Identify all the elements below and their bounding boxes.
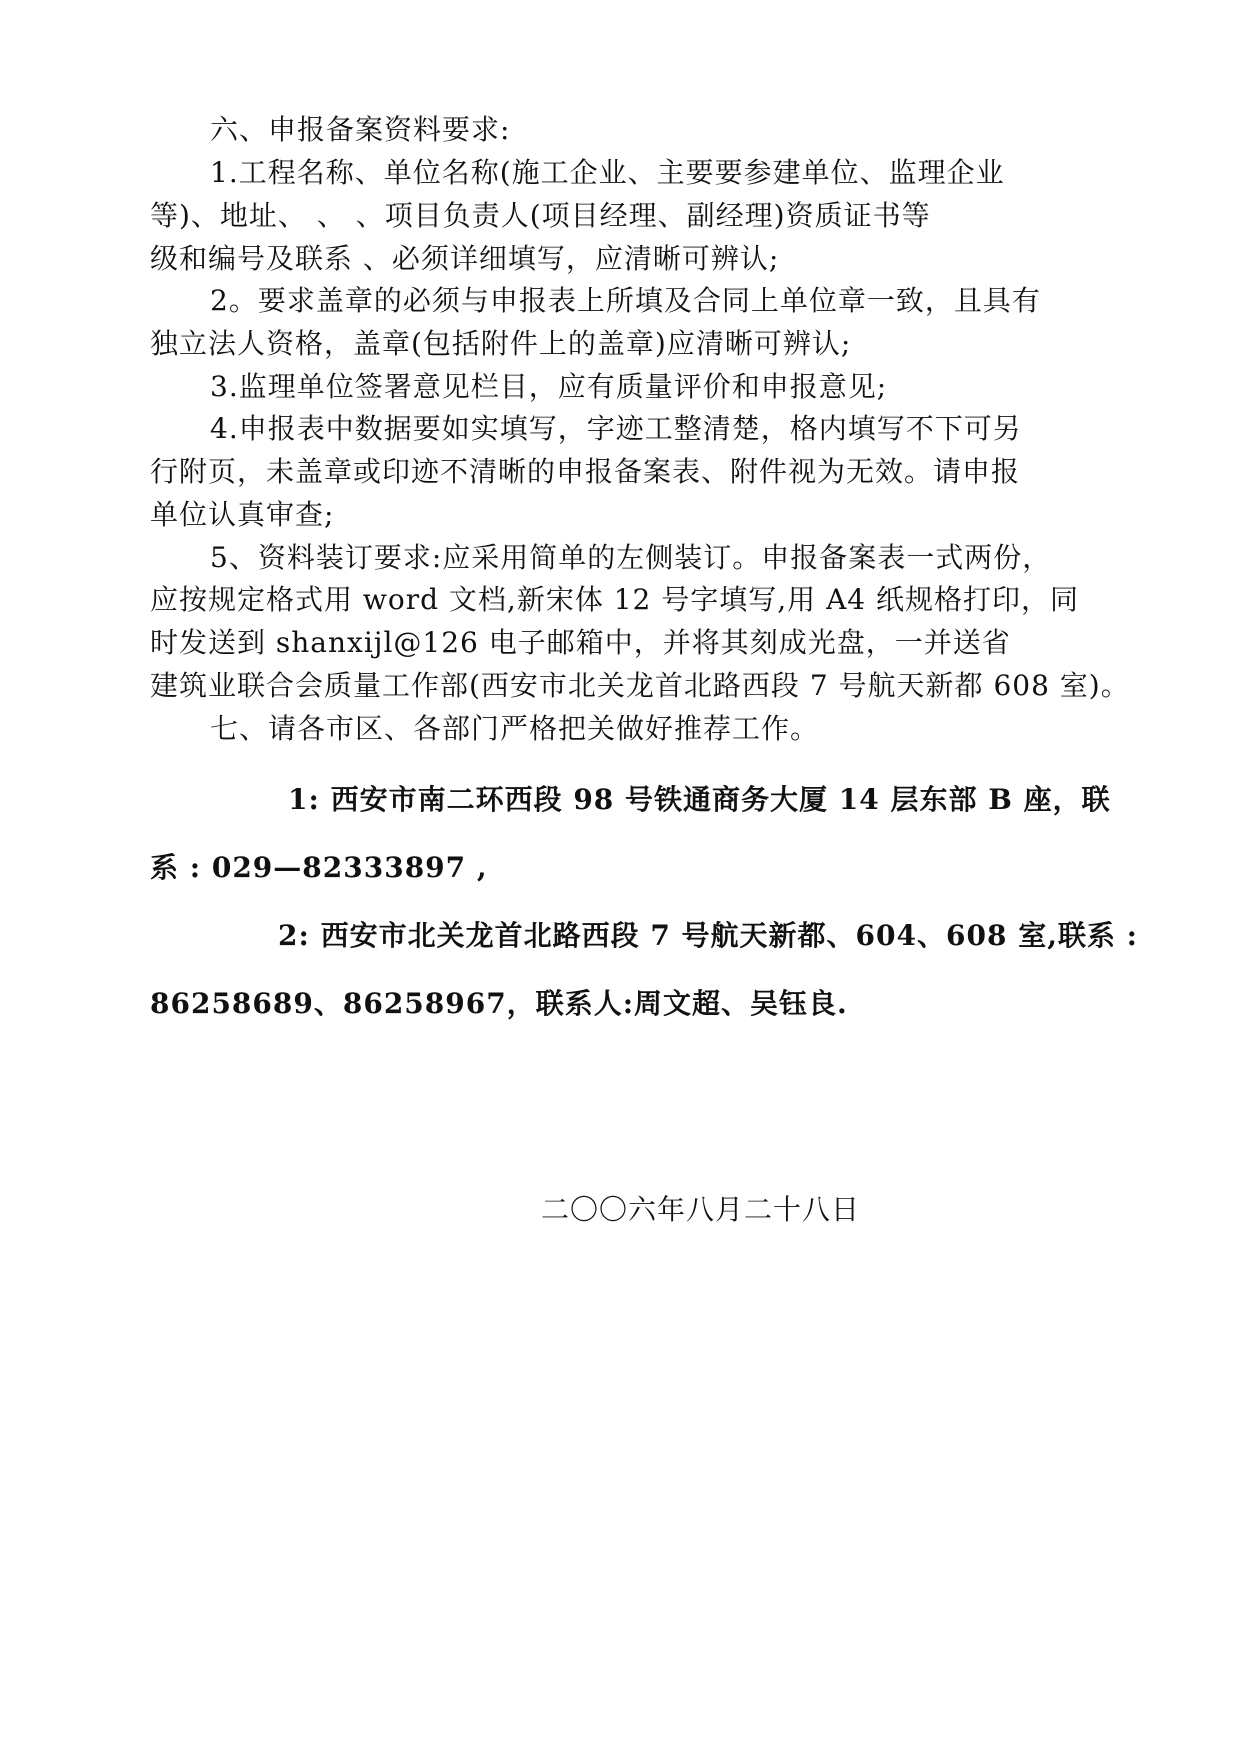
section7-heading: 七、请各市区、各部门严格把关做好推荐工作。 (210, 712, 820, 745)
item1-line1: 1.工程名称、单位名称(施工企业、主要要参建单位、监理企业 (210, 156, 1005, 189)
item1-line2: 等)、地址、 、 、项目负责人(项目经理、副经理)资质证书等 (150, 199, 931, 232)
item5-line1: 5、资料装订要求:应采用简单的左侧装订。申报备案表一式两份， (210, 541, 1052, 574)
item4-line3: 单位认真审查; (150, 498, 335, 531)
contact-address1-line2: 系 : 029—82333897 , (150, 851, 488, 884)
item1-line3: 级和编号及联系 、必须详细填写，应清晰可辨认; (150, 242, 780, 275)
item3-line1: 3.监理单位签署意见栏目，应有质量评价和申报意见; (210, 370, 888, 403)
item5-line4: 建筑业联合会质量工作部(西安市北关龙首北路西段 7 号航天新都 608 室)。 (150, 669, 1130, 702)
item4-line1: 4.申报表中数据要如实填写，字迹工整清楚，格内填写不下可另 (210, 412, 1022, 445)
section6-heading: 六、申报备案资料要求: (210, 113, 511, 146)
item4-line2: 行附页，未盖章或印迹不清晰的申报备案表、附件视为无效。请申报 (150, 455, 1021, 488)
contact-address2-line1: 2: 西安市北关龙首北路西段 7 号航天新都、604、608 室,联系 : (278, 919, 1139, 952)
contact-address2-line2: 86258689、86258967，联系人:周文超、吴钰良. (150, 987, 848, 1020)
contact-address1-line1: 1: 西安市南二环西段 98 号铁通商务大厦 14 层东部 B 座，联 (288, 783, 1111, 816)
item2-line1: 2。要求盖章的必须与申报表上所填及合同上单位章一致，且具有 (210, 284, 1041, 317)
item5-line2: 应按规定格式用 word 文档,新宋体 12 号字填写,用 A4 纸规格打印，同 (150, 583, 1080, 616)
item5-line3: 时发送到 shanxijl@126 电子邮箱中，并将其刻成光盘，一并送省 (150, 626, 1011, 659)
document-date: 二〇〇六年八月二十八日 (541, 1193, 861, 1226)
item2-line2: 独立法人资格，盖章(包括附件上的盖章)应清晰可辨认; (150, 327, 852, 360)
